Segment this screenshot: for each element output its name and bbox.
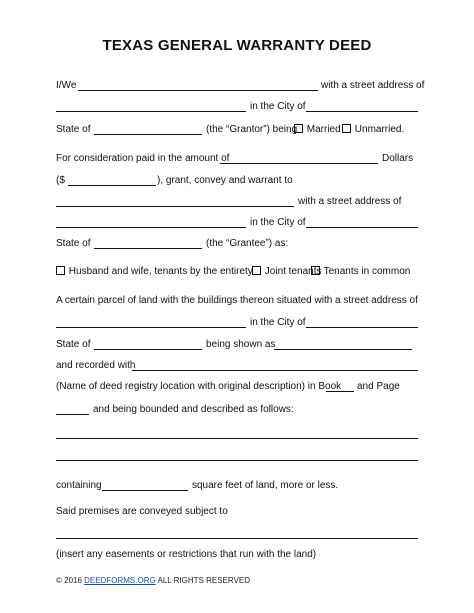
row-parcel-state [56,338,418,352]
easements-line[interactable] [56,538,418,539]
label-being-shown-as: being shown as [206,339,276,350]
label-dollar-open: ($ [56,175,65,186]
label-city: in the City of [250,101,306,112]
row-grantor-address [56,100,418,114]
row-consideration [56,152,418,166]
row-grantor-name [56,79,425,93]
row-grantee-address [56,216,418,230]
unmarried-checkbox[interactable] [342,124,351,133]
label-i-we: I/We [56,80,77,91]
husband-wife-option[interactable]: Husband and wife, tenants by the entirety [56,265,253,279]
grantor-address-field[interactable] [56,100,246,112]
label-grantor-being: (the “Grantor”) being [206,124,298,135]
amount-field[interactable] [68,174,156,186]
label-bounded: and being bounded and described as follows: [93,404,294,415]
label-grantee-as: (the “Grantee”) as: [206,238,289,249]
grantee-address-field[interactable] [56,216,246,228]
row-parcel-address [56,316,418,330]
row-registry [56,380,418,394]
label-easements: (insert any easements or restrictions that run with the land) [56,549,317,560]
grantee-city-field[interactable] [306,216,418,228]
parcel-address-field[interactable] [56,316,246,328]
married-option[interactable]: Married [294,123,341,137]
row-grantee-state [56,237,418,251]
row-recorded [56,359,418,373]
tenants-common-checkbox[interactable] [311,266,320,275]
married-checkbox[interactable] [294,124,303,133]
parcel-state-field[interactable] [94,338,202,350]
book-field[interactable] [326,380,354,392]
husband-wife-checkbox[interactable] [56,266,65,275]
joint-tenants-checkbox[interactable] [252,266,261,275]
row-tenancy [56,265,418,279]
label-dollars: Dollars [382,153,414,164]
label-registry: (Name of deed registry location with original description) in Book [56,381,342,392]
label-city-3: in the City of [250,317,306,328]
label-state-3: State of [56,339,91,350]
consideration-words-field[interactable] [220,152,378,164]
row-grantee-name [56,195,418,209]
row-containing [56,479,418,493]
unmarried-option[interactable]: Unmarried. [342,123,404,137]
label-subject-to: Said premises are conveyed subject to [56,506,228,517]
parcel-city-field[interactable] [306,316,418,328]
page-title: TEXAS GENERAL WARRANTY DEED [102,37,372,54]
grantor-state-field[interactable] [94,123,202,135]
footer-rights: ALL RIGHTS RESERVED [157,576,250,585]
label-and-page: and Page [357,381,400,392]
row-grantor-state [56,123,418,137]
grantee-name-field[interactable] [56,195,294,207]
label-state: State of [56,124,91,135]
row-amount [56,174,418,188]
grantee-state-field[interactable] [94,237,202,249]
grantor-name-field[interactable] [78,79,318,91]
label-street-address-2: with a street address of [298,196,402,207]
row-easements-note [56,548,418,562]
joint-tenants-option[interactable]: Joint tenants [252,265,322,279]
row-bounded [56,403,418,417]
square-feet-field[interactable] [102,479,188,491]
label-state-2: State of [56,238,91,249]
description-line-1[interactable] [56,438,418,439]
label-recorded-with: and recorded with [56,360,136,371]
tenants-common-option[interactable]: Tenants in common [311,265,410,279]
footer [56,576,250,586]
label-parcel: A certain parcel of land with the buildings thereon situated with a street address of [56,295,418,306]
label-square-feet: square feet of land, more or less. [192,480,339,491]
label-city-2: in the City of [250,217,306,228]
label-consideration: For consideration paid in the amount of [56,153,230,164]
label-grant-convey: ), grant, convey and warrant to [157,175,293,186]
row-parcel [56,294,418,308]
description-line-2[interactable] [56,460,418,461]
page-field[interactable] [56,403,89,415]
recorded-with-field[interactable] [132,359,418,371]
row-subject-to [56,505,418,519]
footer-copyright: © 2016 [56,576,82,585]
shown-as-field[interactable] [274,338,412,350]
footer-link[interactable]: DEEDFORMS.ORG [84,576,156,585]
label-containing: containing [56,480,102,491]
label-street-address: with a street address of [321,80,425,91]
grantor-city-field[interactable] [306,100,418,112]
